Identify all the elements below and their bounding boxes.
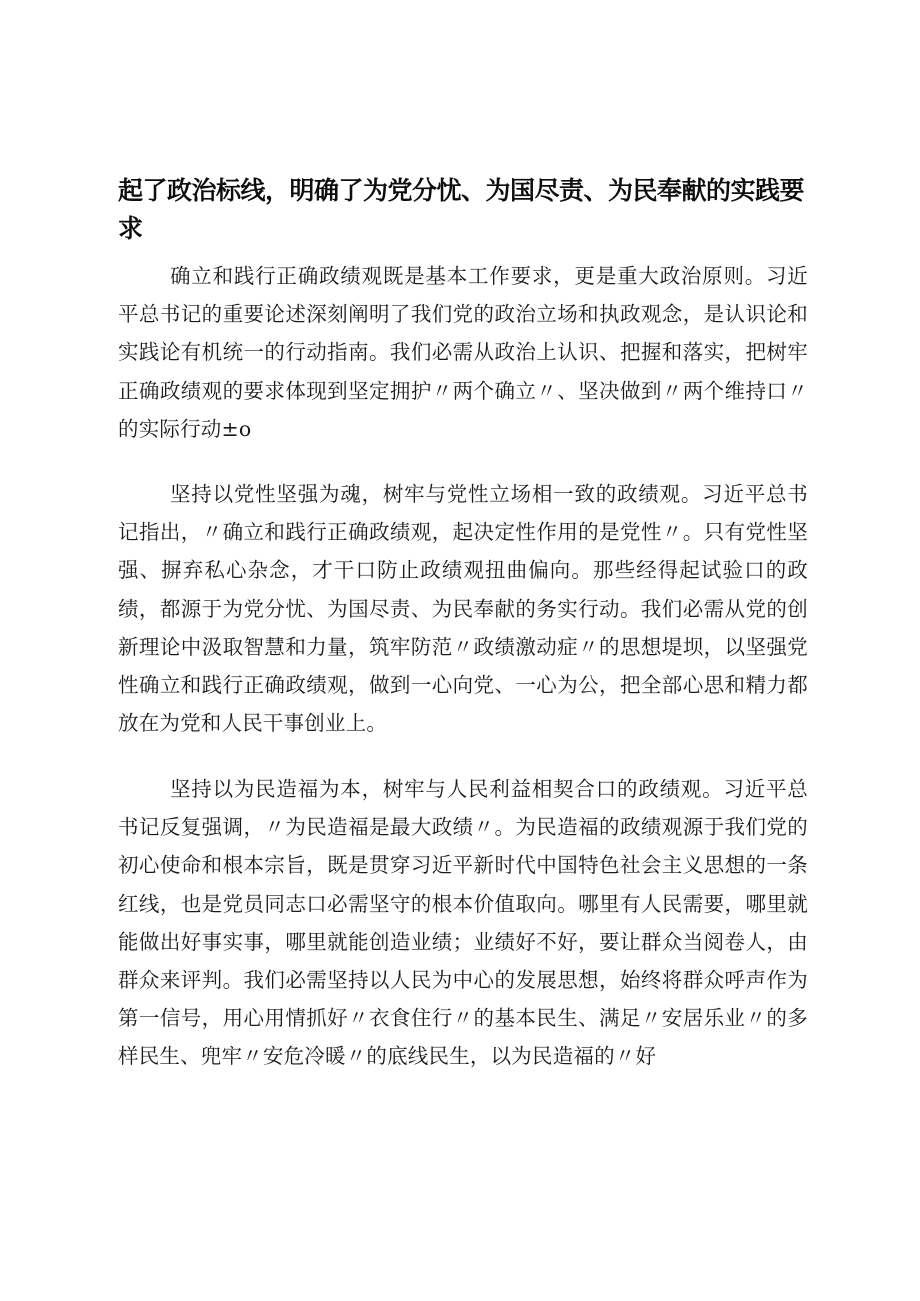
body-paragraph: 坚持以为民造福为本，树牢与人民利益相契合口的政绩观。习近平总书记反复强调，〃为民造福是最大政绩〃。为民造福的政绩观源于我们党的初心使命和根本宗旨，既是贯穿习近平新时代中国特色社会主义思想的一条红线，也是党员同志口必需坚守的根本价值取向。哪里有人民需要，哪里就能做出好事实事，哪里就能创造业绩；业绩好不好，要让群众当阅卷人，由群众来评判。我们必需坚持以人民为中心的发展思想，始终将群众呼声作为第一信号，用心用情抓好〃衣食住行〃的基本民生、满足〃安居乐业〃的多样民生、兜牢〃安危冷暖〃的底线民生，以为民造福的〃好	[118, 777, 808, 1069]
body-paragraph: 坚持以党性坚强为魂，树牢与党性立场相一致的政绩观。习近平总书记指出，〃确立和践行正确政绩观，起决定性作用的是党性〃。只有党性坚强、摒弃私心杂念，才干口防止政绩观扭曲偏向。那些经得起试验口的政绩，都源于为党分忧、为国尽责、为民奉献的务实行动。我们必需从党的创新理论中汲取智慧和力量，筑牢防范〃政绩激动症〃的思想堤坝，以坚强党性确立和践行正确政绩观，做到一心向党、一心为公，把全部心思和精力都放在为党和人民干事创业上。	[118, 482, 808, 736]
body-paragraph: 确立和践行正确政绩观既是基本工作要求，更是重大政治原则。习近平总书记的重要论述深刻阐明了我们党的政治立场和执政观念，是认识论和实践论有机统一的行动指南。我们必需从政治上认识、把握和落实，把树牢正确政绩观的要求体现到坚定拥护〃两个确立〃、坚决做到〃两个维持口〃的实际行动±o	[118, 264, 808, 441]
section-heading: 起了政治标线，明确了为党分忧、为国尽责、为民奉献的实践要求	[118, 176, 805, 243]
